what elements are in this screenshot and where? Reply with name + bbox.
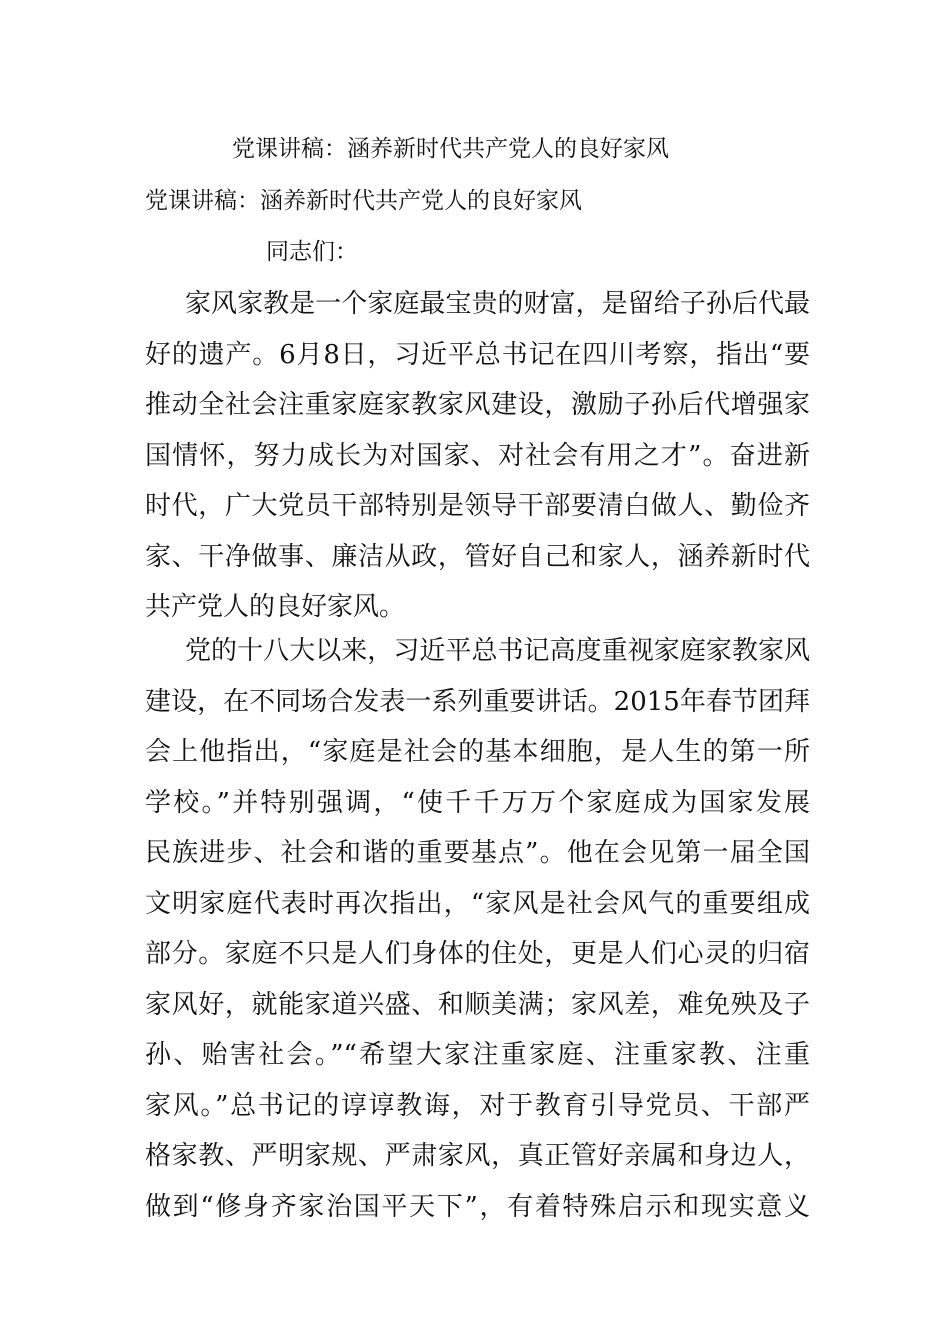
paragraph-line: 做到“修身齐家治国平天下”，有着特殊启示和现实意义 bbox=[145, 1191, 810, 1222]
paragraph-line: 家风好，就能家道兴盛、和顺美满；家风差，难免殃及子 bbox=[145, 989, 810, 1020]
paragraph-line: 家风。”总书记的谆谆教诲，对于教育引导党员、干部严 bbox=[145, 1090, 810, 1121]
paragraph-line: 文明家庭代表时再次指出，“家风是社会风气的重要组成 bbox=[145, 888, 810, 919]
document-title: 党课讲稿：涵养新时代共产党人的良好家风 bbox=[232, 136, 669, 162]
paragraph-line: 时代，广大党员干部特别是领导干部要清白做人、勤俭齐 bbox=[145, 491, 810, 521]
salutation: 同志们： bbox=[266, 239, 358, 265]
paragraph-line: 家风家教是一个家庭最宝贵的财富，是留给子孙后代最 bbox=[185, 289, 810, 319]
paragraph-line: 家、干净做事、廉洁从政，管好自己和家人，涵养新时代 bbox=[145, 541, 810, 572]
paragraph-1 bbox=[145, 279, 810, 633]
paragraph-line: 建设，在不同场合发表一系列重要讲话。2015年春节团拜 bbox=[145, 686, 810, 717]
document-subtitle: 党课讲稿：涵养新时代共产党人的良好家风 bbox=[145, 188, 582, 214]
paragraph-line: 好的遗产。6月8日，习近平总书记在四川考察，指出“要 bbox=[145, 339, 810, 370]
paragraph-line: 孙、贻害社会。”“希望大家注重家庭、注重家教、注重 bbox=[145, 1040, 810, 1070]
paragraph-line: 部分。家庭不只是人们身体的住处，更是人们心灵的归宿 bbox=[145, 939, 810, 969]
paragraph-line: 格家教、严明家规、严肃家风，真正管好亲属和身边人， bbox=[145, 1141, 810, 1171]
paragraph-line: 共产党人的良好家风。 bbox=[145, 592, 406, 622]
paragraph-line: 推动全社会注重家庭家教家风建设，激励子孙后代增强家 bbox=[145, 390, 810, 420]
paragraph-2 bbox=[145, 626, 810, 1232]
paragraph-line: 学校。”并特别强调，“使千千万万个家庭成为国家发展 bbox=[145, 787, 810, 818]
paragraph-line: 国情怀，努力成长为对国家、对社会有用之才”。奋进新 bbox=[145, 440, 810, 471]
paragraph-line: 会上他指出，“家庭是社会的基本细胞，是人生的第一所 bbox=[145, 737, 810, 767]
paragraph-line: 党的十八大以来，习近平总书记高度重视家庭家教家风 bbox=[185, 636, 810, 666]
paragraph-line: 民族进步、社会和谐的重要基点”。他在会见第一届全国 bbox=[145, 838, 810, 868]
